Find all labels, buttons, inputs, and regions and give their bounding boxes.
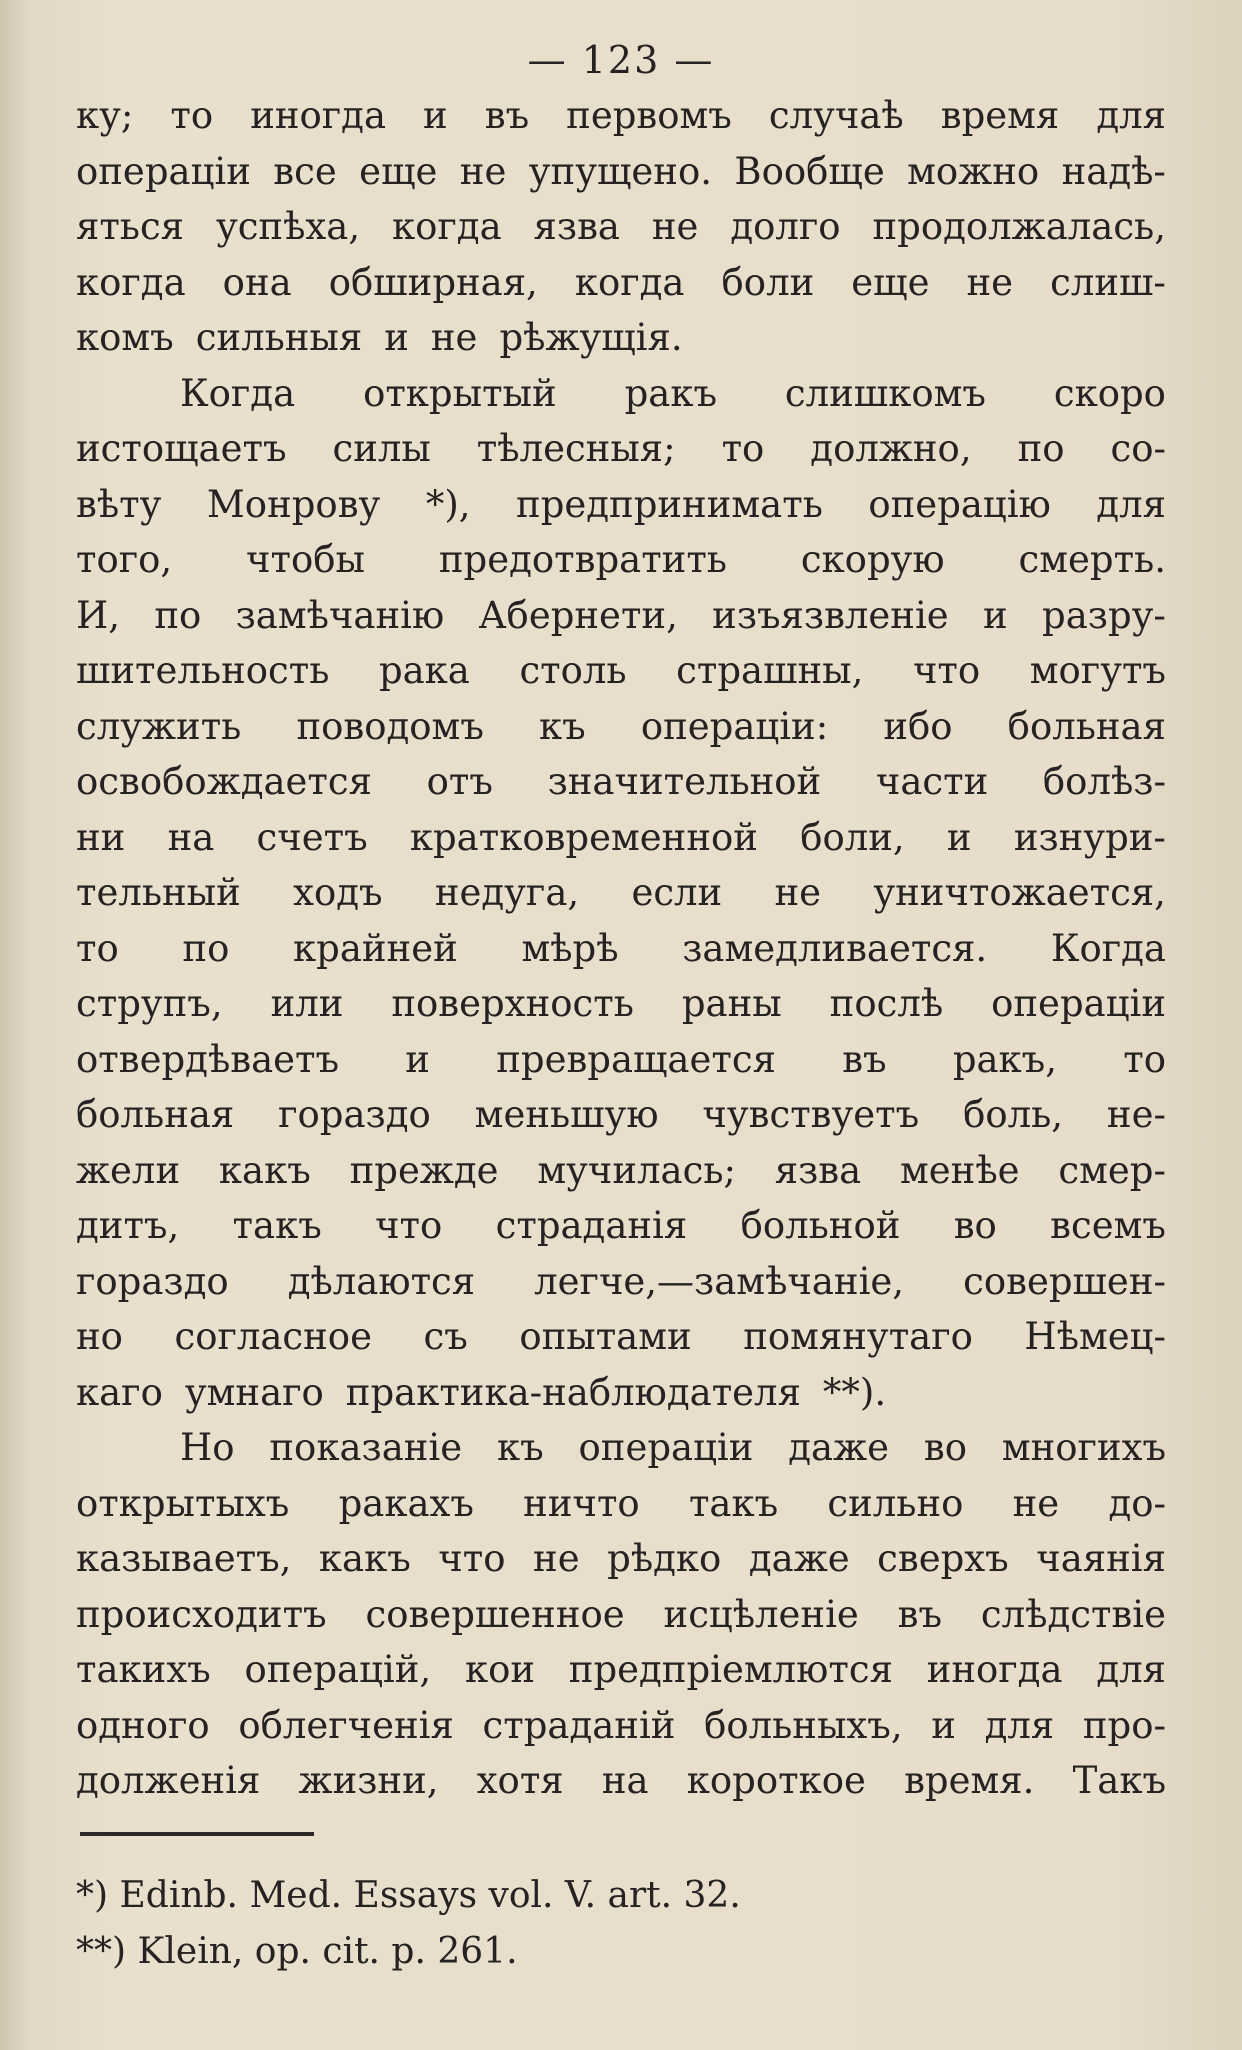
text-line: гораздо дѣлаются легче,—замѣчаніе, совершен-: [76, 1259, 1166, 1303]
page-number: — 123 —: [527, 38, 715, 82]
text-line: Когда открытый ракъ слишкомъ скоро: [180, 371, 1166, 415]
footnote: **) Klein, op. cit. p. 261.: [76, 1931, 518, 1972]
text-line: струпъ, или поверхность раны послѣ операціи: [76, 982, 1166, 1025]
text-line: комъ сильныя и не рѣжущія.: [76, 316, 683, 359]
text-line: ни на счетъ кратковременной боли, и изнури-: [76, 815, 1166, 859]
text-line: освобождается отъ значительной части болѣз-: [76, 760, 1166, 803]
text-line: И, по замѣчанію Абернети, изъязвленіе и разру-: [76, 593, 1166, 637]
text-line: но согласное съ опытами помянутаго Нѣмец-: [76, 1315, 1166, 1358]
text-line: Но показаніе къ операціи даже во многихъ: [180, 1426, 1166, 1469]
text-line: каго умнаго практика-наблюдателя **).: [76, 1370, 887, 1414]
text-line: вѣту Монрову *), предпринимать операцію для: [76, 482, 1166, 526]
text-line: ку; то иногда и въ первомъ случаѣ время для: [76, 94, 1166, 137]
text-line: истощаетъ силы тѣлесныя; то должно, по со-: [76, 427, 1166, 470]
text-line: служить поводомъ къ операціи: ибо больная: [76, 704, 1166, 748]
footnote-rule: [80, 1832, 314, 1836]
text-line: долженія жизни, хотя на короткое время. Такъ: [76, 1759, 1166, 1802]
text-line: жели какъ прежде мучилась; язва менѣе смер-: [76, 1148, 1166, 1192]
text-line: открытыхъ ракахъ ничто такъ сильно не до-: [76, 1481, 1166, 1525]
text-line: дитъ, такъ что страданія больной во всемъ: [76, 1204, 1166, 1247]
text-line: когда она обширная, когда боли еще не слиш-: [76, 260, 1166, 304]
text-line: отвердѣваетъ и превращается въ ракъ, то: [76, 1037, 1166, 1081]
text-line: операціи все еще не упущено. Вообще можно надѣ-: [76, 149, 1166, 193]
text-line: казываетъ, какъ что не рѣдко даже сверхъ чаянія: [76, 1537, 1166, 1580]
text-line: больная гораздо меньшую чувствуетъ боль, не-: [76, 1093, 1166, 1136]
text-line: одного облегченія страданій больныхъ, и для про-: [76, 1703, 1166, 1747]
text-line: то по крайней мѣрѣ замедливается. Когда: [76, 926, 1166, 970]
text-line: происходитъ совершенное исцѣленіе въ слѣдствіе: [76, 1592, 1166, 1636]
text-line: шительность рака столь страшны, что могутъ: [76, 649, 1166, 692]
footnote: *) Edinb. Med. Essays vol. V. art. 32.: [76, 1875, 741, 1916]
text-line: того, чтобы предотвратить скорую смерть.: [76, 538, 1166, 581]
text-line: такихъ операцій, кои предпріемлются иногда для: [76, 1648, 1166, 1691]
body-text: [76, 88, 1166, 1809]
text-line: тельный ходъ недуга, если не уничтожается,: [76, 871, 1166, 914]
text-line: яться успѣха, когда язва не долго продолжалась,: [76, 205, 1166, 248]
footnotes: [76, 1868, 1076, 1980]
